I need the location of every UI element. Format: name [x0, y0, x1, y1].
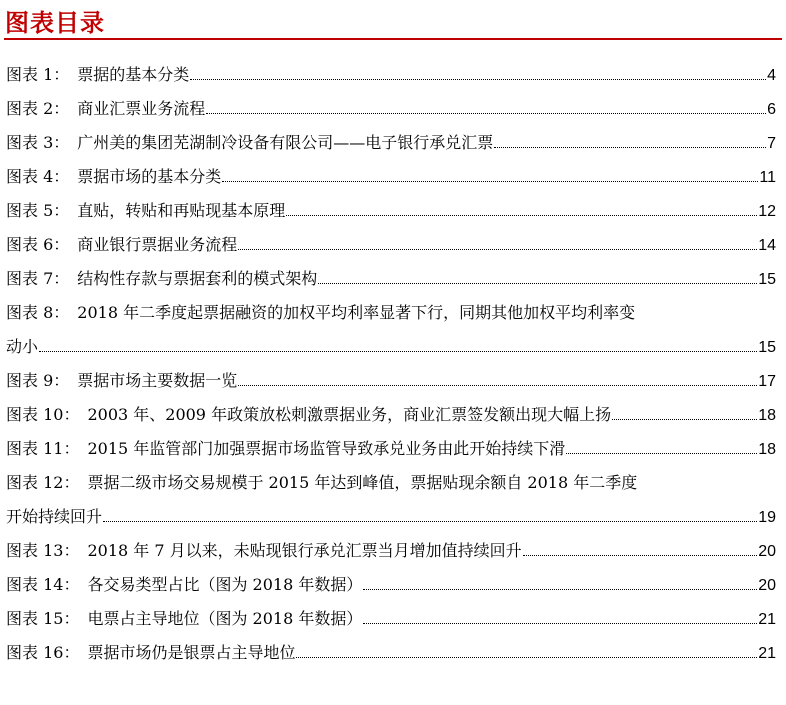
toc-text: 票据市场仍是银票占主导地位 [87, 643, 296, 662]
toc-text: 2018 年 7 月以来，未贴现银行承兑汇票当月增加值持续回升 [87, 541, 522, 560]
toc-text-continued: 动小 [6, 337, 39, 356]
toc-label: 图表 6： [6, 235, 70, 254]
toc-page-number: 19 [758, 509, 776, 526]
toc-page-number: 15 [758, 339, 776, 356]
toc-entry[interactable] [0, 228, 786, 262]
leader-dots [494, 137, 766, 148]
toc-text: 商业银行票据业务流程 [77, 235, 238, 254]
toc-page-number: 12 [758, 203, 776, 220]
toc-text: 2015 年监管部门加强票据市场监管导致承兑业务由此开始持续下滑 [87, 439, 566, 458]
toc-page-number: 21 [758, 645, 776, 662]
toc-entry[interactable] [0, 262, 786, 296]
leader-dots [296, 647, 757, 658]
toc-entry[interactable] [0, 364, 786, 398]
toc-page-number: 20 [758, 577, 776, 594]
toc-text: 票据二级市场交易规模于 2015 年达到峰值，票据贴现余额自 2018 年二季度 [87, 473, 638, 492]
toc-title: 图表目录 [5, 9, 105, 37]
toc-text: 各交易类型占比（图为 2018 年数据） [87, 575, 363, 594]
toc-page-number: 18 [758, 407, 776, 424]
toc-text: 结构性存款与票据套利的模式架构 [77, 269, 318, 288]
toc-label: 图表 8： [6, 303, 70, 322]
toc-label: 图表 14： [6, 575, 80, 594]
leader-dots [222, 171, 758, 182]
toc-entry[interactable] [0, 466, 786, 534]
toc-label: 图表 5： [6, 201, 70, 220]
toc-label: 图表 15： [6, 609, 80, 628]
leader-dots [190, 69, 766, 80]
toc-text-continued: 开始持续回升 [6, 507, 103, 526]
toc-label: 图表 11： [6, 439, 80, 458]
toc-entry[interactable] [0, 432, 786, 466]
toc-label: 图表 13： [6, 541, 80, 560]
leader-dots [238, 239, 757, 250]
leader-dots [286, 205, 757, 216]
toc-entry[interactable] [0, 296, 786, 364]
toc-page-number: 21 [758, 611, 776, 628]
toc-label: 图表 4： [6, 167, 70, 186]
toc-page-number: 17 [758, 373, 776, 390]
toc-list [0, 58, 786, 670]
leader-dots [363, 579, 757, 590]
leader-dots [103, 511, 757, 522]
toc-page-number: 20 [758, 543, 776, 560]
leader-dots [566, 443, 757, 454]
toc-entry[interactable] [0, 398, 786, 432]
toc-page-number: 11 [759, 169, 776, 186]
toc-label: 图表 16： [6, 643, 80, 662]
toc-entry[interactable] [0, 534, 786, 568]
toc-text: 广州美的集团芜湖制冷设备有限公司——电子银行承兑汇票 [77, 133, 494, 152]
title-rule [4, 38, 782, 40]
toc-label: 图表 2： [6, 99, 70, 118]
toc-page-number: 14 [758, 237, 776, 254]
toc-entry[interactable] [0, 126, 786, 160]
leader-dots [363, 613, 757, 624]
toc-text: 直贴，转贴和再贴现基本原理 [77, 201, 286, 220]
toc-entry[interactable] [0, 58, 786, 92]
toc-entry[interactable] [0, 160, 786, 194]
toc-page-number: 6 [767, 101, 776, 118]
toc-text: 票据市场主要数据一览 [77, 371, 238, 390]
toc-page-number: 4 [767, 67, 776, 84]
toc-label: 图表 7： [6, 269, 70, 288]
toc-text: 2003 年、2009 年政策放松刺激票据业务，商业汇票签发额出现大幅上扬 [87, 405, 612, 424]
toc-text: 2018 年二季度起票据融资的加权平均利率显著下行，同期其他加权平均利率变 [77, 303, 636, 322]
leader-dots [318, 273, 757, 284]
leader-dots [238, 375, 757, 386]
leader-dots [523, 545, 758, 556]
toc-entry[interactable] [0, 636, 786, 670]
toc-label: 图表 3： [6, 133, 70, 152]
toc-label: 图表 10： [6, 405, 80, 424]
toc-page-number: 7 [767, 135, 776, 152]
toc-page-number: 18 [758, 441, 776, 458]
leader-dots [612, 409, 757, 420]
toc-label: 图表 1： [6, 65, 70, 84]
toc-entry[interactable] [0, 602, 786, 636]
leader-dots [206, 103, 766, 114]
toc-page-number: 15 [758, 271, 776, 288]
toc-text: 票据的基本分类 [77, 65, 190, 84]
leader-dots [39, 341, 757, 352]
toc-text: 商业汇票业务流程 [77, 99, 206, 118]
toc-entry[interactable] [0, 194, 786, 228]
toc-entry[interactable] [0, 92, 786, 126]
toc-text: 票据市场的基本分类 [77, 167, 222, 186]
toc-entry[interactable] [0, 568, 786, 602]
toc-label: 图表 9： [6, 371, 70, 390]
toc-text: 电票占主导地位（图为 2018 年数据） [87, 609, 363, 628]
toc-label: 图表 12： [6, 473, 80, 492]
